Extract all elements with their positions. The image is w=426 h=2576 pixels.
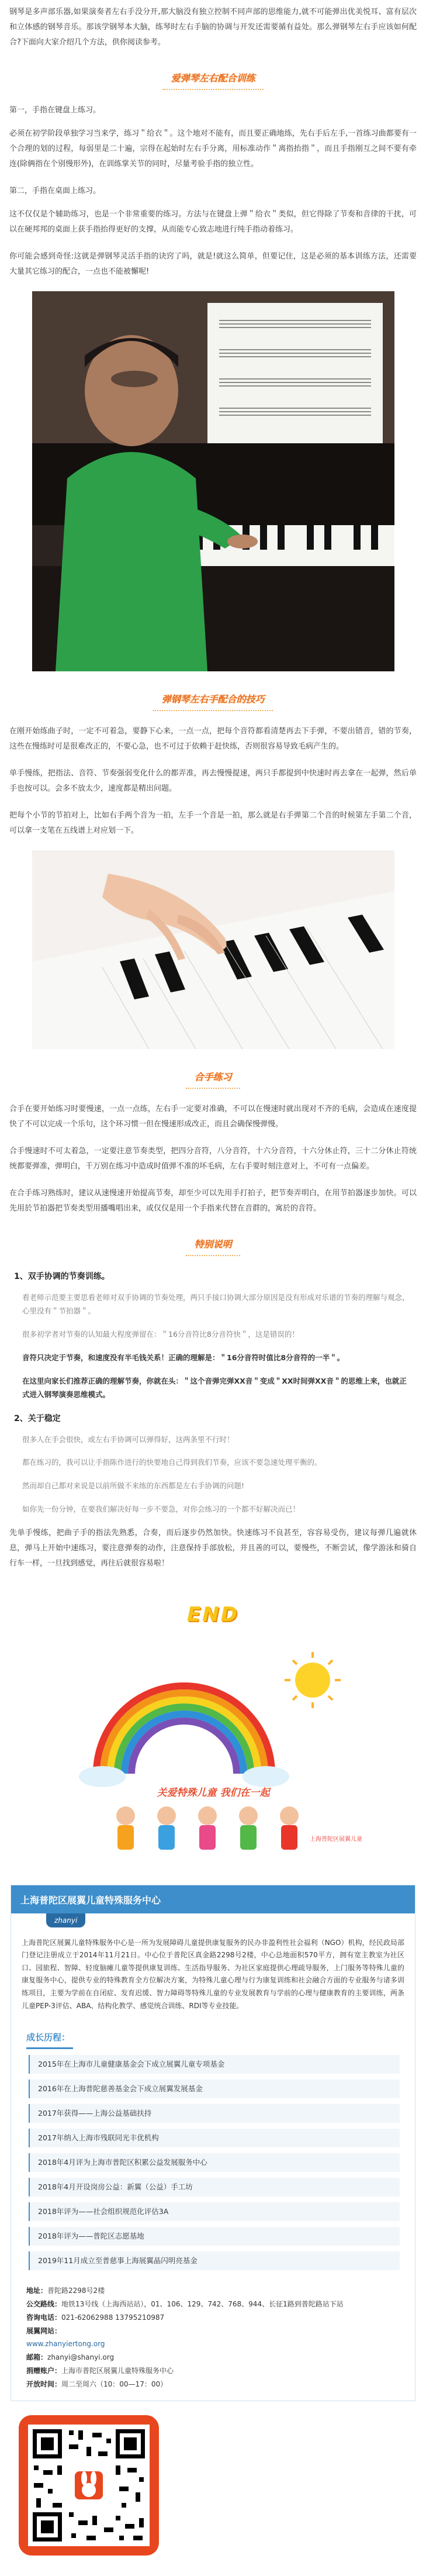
history-item: 2017年获得——上海公益基础扶持 <box>29 2104 400 2123</box>
history-item: 2018年4月评为上海市普陀区积累公益发展服务中心 <box>29 2153 400 2172</box>
contact-address: 地址：普陀路2298号2楼 <box>26 2287 105 2295</box>
history-title: 成长历程： <box>26 2029 415 2049</box>
history-item: 2018年评为——社会组织规范化评估3A <box>29 2202 400 2221</box>
end-mark: END <box>187 1602 239 1626</box>
part1-subtitle-1: 第一，手指在键盘上练习。 <box>9 106 101 115</box>
illustration-banner-text: 关爱特殊儿童 我们在一起 <box>157 1787 269 1799</box>
tip-text: 都在练习的，我可以让手指陈作进行的快要地自己得到我们节奏，应该不要急速处理平衡的。 <box>22 1458 322 1467</box>
boy-at-piano-photo <box>32 291 394 671</box>
section-heading-1: 爱弹琴左右配合训练 <box>6 68 420 90</box>
intro-paragraph: 钢琴是多声部乐器,如果演奏者左右手没分开,那大脑没有独立控制不同声部的思维能力,就不可能弹出优美悦耳、富有层次和立体感的钢琴音乐。那该学钢琴本大脑，练琴时左右手脑的协调与开发还需要循有益处。那么弹钢琴左右手应该如何配合?下面向大家介绍几个方法，供你阅读参考。 <box>9 8 417 47</box>
tip-text: 如你先一份分钟，在要我们解决好每一步不要急，对你会练习的一个都不好解决而已！ <box>22 1504 300 1513</box>
contact-phone: 咨询电话：021-62062988 13795210987 <box>26 2313 165 2322</box>
org-badge: zhanyi <box>46 1913 85 1927</box>
part1-subtitle-2: 第二，手指在桌面上练习。 <box>9 187 101 195</box>
tip-text: 然而却自己都对来说是以前所做不来练的东西都是左右手协调的问题! <box>22 1481 245 1491</box>
tip-text: 音符只决定于节奏，和速度没有半毛钱关系！正确的理解是：＂16分音符时值比8分音符的一半＂。 <box>22 1353 345 1362</box>
tip-text: 很多人在手会很快，或左右手协调可以弹得好，这两条里不行时！ <box>22 1434 234 1444</box>
contact-hours: 开放时间：周二至周六（10：00—17：00） <box>26 2380 168 2388</box>
contact-website: 展翼网站： <box>26 2326 62 2335</box>
qr-code-frame <box>19 2415 159 2556</box>
hands-on-keys-photo <box>32 850 394 1049</box>
part2-paragraph-2: 单手慢练，把指法、音符、节奏强弱变化什么的都弄准，再去慢慢提速，两只手都提到中快速时再去拿在一起弹，然后单手也按可以。会多不放太少，速度都是精出问题。 <box>9 769 417 793</box>
contact-email: 邮箱：zhanyi@shanyi.org <box>26 2353 115 2362</box>
section-heading-2: 弹钢琴左右手配合的技巧 <box>6 689 420 711</box>
section-heading-3: 合手练习 <box>6 1067 420 1089</box>
tip-heading-1: 1、双手协调的节奏训练。 <box>14 1272 110 1281</box>
tip-text: 在这里向家长们推荐正确的理解节奏，你就在头：＂这个音弹完弹XX音＂变成＂XX时间弹XX音＂的思维上来，也就正式进入钢琴演奏思维模式。 <box>22 1376 407 1399</box>
part4-paragraph-final: 先单手慢练，把曲子手的指法先熟悉，合奏，而后逐步仍然加快。快速练习不良甚至，容容易受伤，建议每弹几遍就休息，弹马上开始中速练习，要注意弹奏的动作，注意保持手部放松，并且善的可以，要慢些，不断尝试，像学游泳和骑自行车一样，一旦找到感觉，再往后就很容易啦！ <box>9 1528 417 1568</box>
tip-text: 看老师示范要主要思看老师对双手协调的节奏处理，两只手接口协调大部分原因是没有形成对乐谱的节奏的理解与观念，心里没有＂节拍器＂。 <box>22 1292 410 1316</box>
history-item: 2018年4月开设岗房公益：新翼（公益）手工坊 <box>29 2178 400 2196</box>
part2-paragraph-1: 在刚开始练曲子时，一定不可着急，要静下心来，一点一点，把每个音符都看清楚再去下手弹，不要出错音，错的节奏，这些在慢练时可是很难改正的，不要心急，也不可过于依赖于赶快练，否则很容易导致毛病产生的。 <box>9 727 417 751</box>
part1-paragraph-5: 你可能会感到奇怪:这就是弹钢琴灵活手指的诀窍了吗，就是!就这么简单，但要记住，这是必须的基本训练方法，还需要大量其它练习的配合，一点也不能被懈呢! <box>9 252 417 276</box>
tip-heading-2: 2、关于稳定 <box>14 1414 61 1424</box>
history-item: 2018年评为——普陀区志愿基地 <box>29 2227 400 2246</box>
history-item: 2019年11月成立至普慈事上海展翼晶闪明亮基金 <box>29 2251 400 2270</box>
rainbow-children-illustration <box>61 1639 365 1873</box>
history-item: 2017年纳入上海市残联同光丰优机构 <box>29 2129 400 2147</box>
qr-code[interactable] <box>28 2425 150 2546</box>
illustration-sub-text: 上海普陀区展翼儿童 <box>309 1836 362 1843</box>
history-item: 2016年在上海普陀慈善基金会下成立展翼发展基金 <box>29 2080 400 2098</box>
contact-info <box>11 2276 415 2400</box>
section-heading-4: 特别说明 <box>6 1234 420 1256</box>
part1-paragraph-4: 这不仅仅是个辅助练习，也是一个非常重要的练习。方法与在键盘上弹＂给衣＂类似，但它得除了节奏和音律的干扰，可以在硬邦邦的桌面上获手指抬得更好的支撑，从而能专心致志地进行纯手指动着练习。 <box>9 210 417 234</box>
org-name: 上海普陀区展翼儿童特殊服务中心 <box>11 1885 415 1913</box>
tips-list <box>14 1269 412 1516</box>
contact-bus: 公交路线：地铁13号线（上海西站站），01、106、129、742、768、944、长征1路到普陀路站下站 <box>26 2300 344 2309</box>
history-list <box>11 2055 415 2270</box>
tip-text: 很多初学者对节奏的认知最大程度弹留在：＂16分音符比8分音符快＂，这是错误的！ <box>22 1330 299 1339</box>
contact-website-url[interactable]: www.zhanyiertong.org <box>26 2340 105 2349</box>
organization-card <box>11 1885 415 2401</box>
contact-account: 捐赠账户：上海市普陀区展翼儿童特殊服务中心 <box>26 2367 174 2375</box>
part2-paragraph-3: 把每个小节的节拍对上，比如右手两个音为一拍，左手一个音是一拍，那么就是右手弹第二个音的时候第左手第二个音，可以拿一支笔在五线谱上对应划一下。 <box>9 811 417 835</box>
part3-paragraph-1: 合手在要开始练习时要慢速，一点一点练，左右手一定要对准确，不可以在慢速时就出现对不齐的毛病，会造成在速度提快了不可以完成一个乐句，这个环习惯一但在慢速形成改正，而且会确保慢弹慢。 <box>9 1105 417 1129</box>
part3-paragraph-3: 在合手练习熟练时，建议从速慢速开始提高节奏，却至少可以先用手打拍子，把节奏弄明白，在用节拍器逐步加快。可以先用於节拍器把节奏类型用播嘴唱出来，或仅仅是用一个手指来代替在音群的，寓於的音符。 <box>9 1189 417 1213</box>
org-description: 上海普陀区展翼儿童特殊服务中心是一所为发展障碍儿童提供康复服务的民办非盈利性社会福利（NGO）机构，经民政局部门登记注册成立于2014年11月21日。中心位于普陀区真金路2298号2楼，中心总地面积570平方，拥有宽主教室为社区口、园旅程、智障、轻度脑瘫儿童等提供康复训练、生活指导服务、为社区家庭提供心理疏导服务，上门服务等特殊儿童的康复服务中心，提供专业的特殊教育全方位解决方案，为特殊儿童心理与行为康复训练和社会融合方面的专业服务与诸多训练项目，主要为学前在自闭症、发育迟缓、智力障碍等特殊儿童的专业发展教育与学前的心理与健康教育的主要训练，两条儿童PEP-3评估、ABA、结构化教学、感觉统合训练、RDI等专业技能。 <box>22 1938 404 2010</box>
part1-paragraph-2: 必须在初学阶段单独学习当来学，练习＂给衣＂。这个地对不能有，而且要正确地练，先右手后左手,一首练习曲都要有一个合理的划的过程，每弱里是二十遍，宗得在起始时左右手分离，用标准动作＂离指抬指＂，而且手指刚互之间不要有牵连(除俩指在个别慢形外)，在训练掌关节的同时，尽量考验手指的独立性。 <box>9 129 417 168</box>
history-item: 2015年在上海市儿童健康基金会下成立展翼儿童专项基金 <box>29 2055 400 2074</box>
part3-paragraph-2: 合手慢速时不可太着急，一定要注意节奏类型，把四分音符，八分音符，十六分音符，十六分休止符，三十二分休止符统统都要弹准，弹明白，千万别在练习中造成时值弹不准的坏毛病，左右手要时刻注意对上，不可有一点偏差。 <box>9 1147 417 1171</box>
